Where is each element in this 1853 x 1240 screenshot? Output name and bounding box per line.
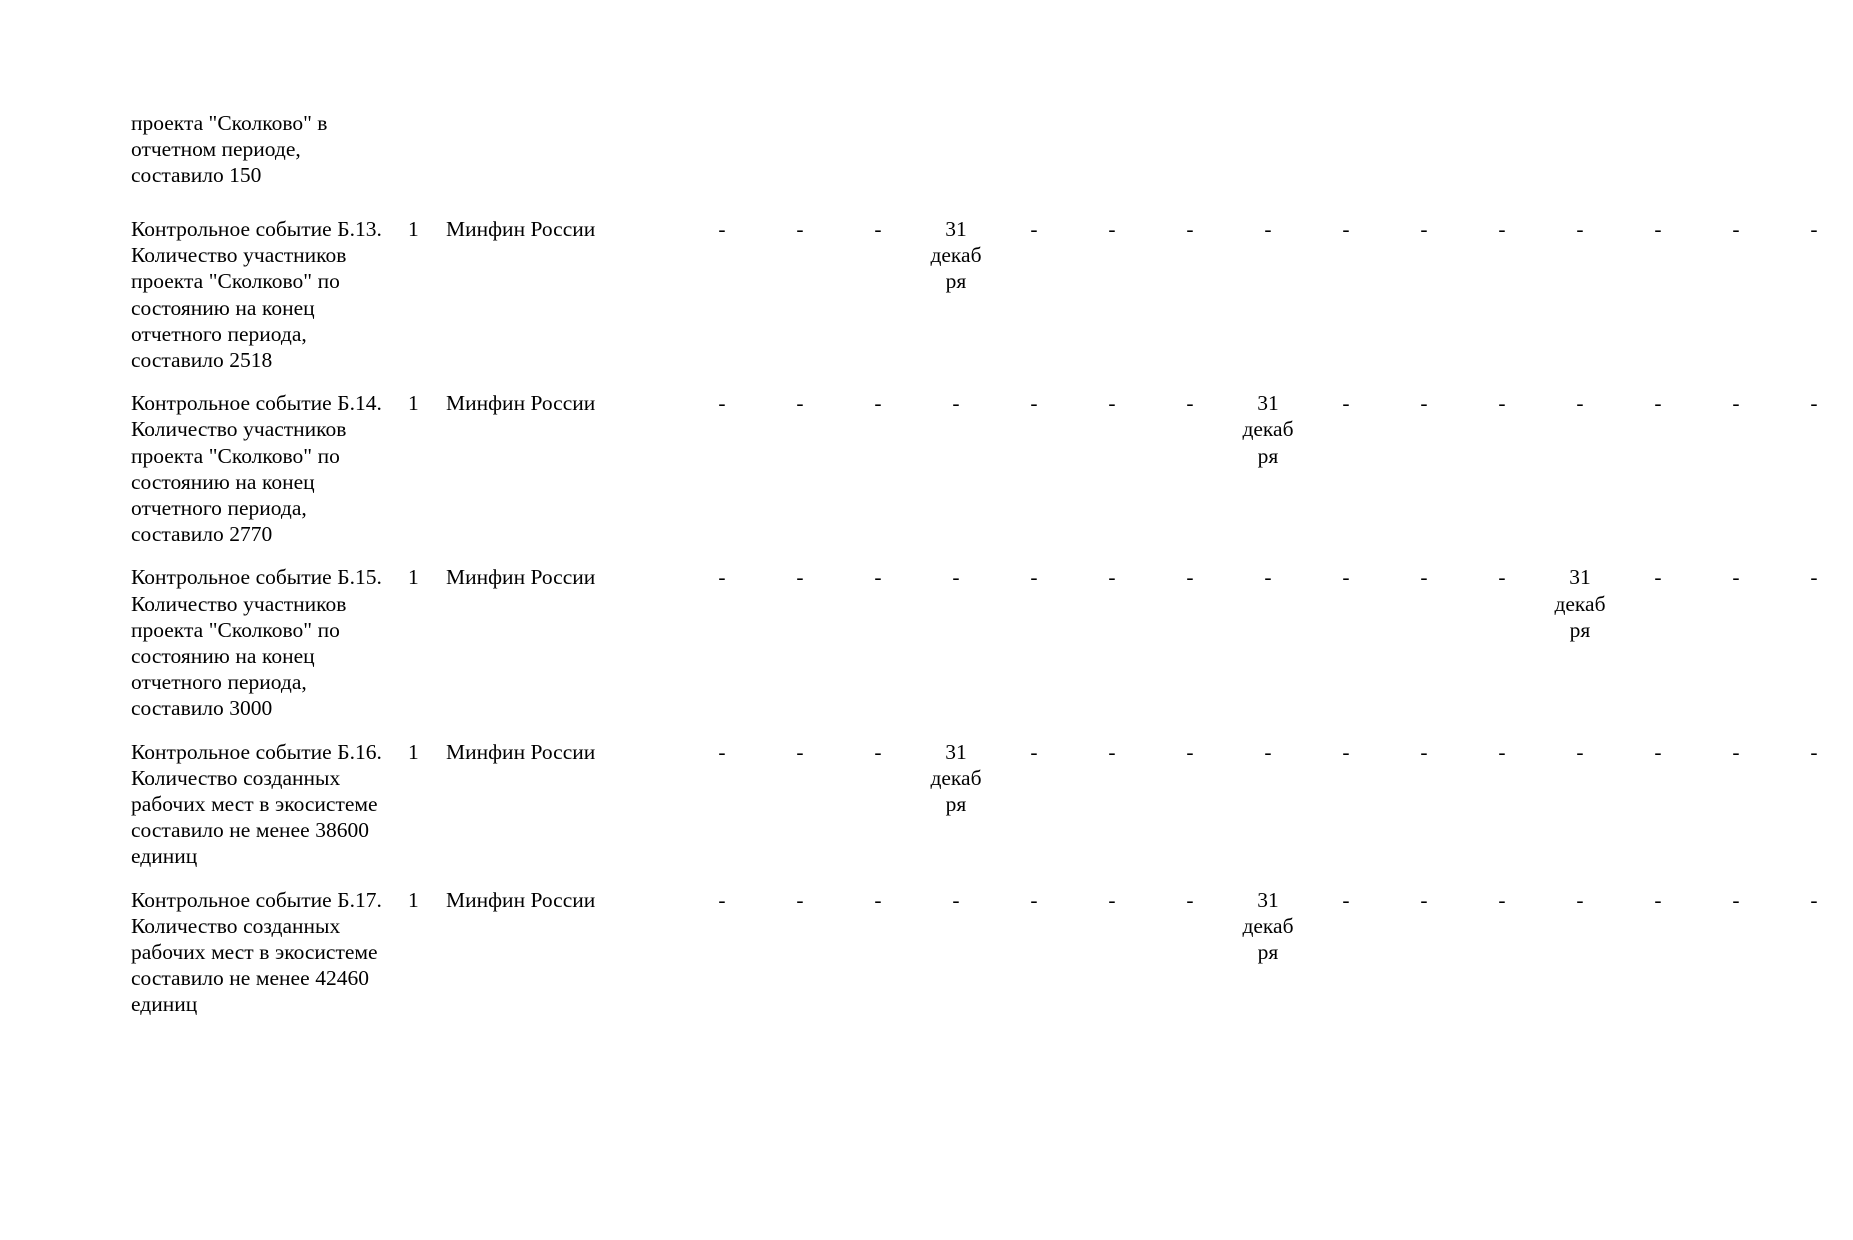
spacer-cell bbox=[131, 110, 1853, 216]
event-name-line: Количество участников bbox=[131, 417, 347, 442]
row-gap-cell bbox=[131, 722, 1853, 739]
row-gap bbox=[131, 722, 1853, 739]
dash-mark: - bbox=[1810, 565, 1818, 590]
empty-month-cell bbox=[995, 216, 1073, 373]
dash-mark: - bbox=[1420, 391, 1428, 416]
dash-mark: - bbox=[1810, 739, 1818, 764]
dash-mark: - bbox=[718, 217, 726, 241]
continuation-line: проекта "Сколково" в bbox=[131, 111, 328, 135]
row-gap-cell bbox=[131, 547, 1853, 564]
report-table bbox=[131, 110, 1853, 1018]
dash-mark: - bbox=[718, 391, 726, 416]
dash-mark: - bbox=[1342, 887, 1350, 912]
event-name-line: составило 2518 bbox=[131, 348, 273, 373]
date-month-part-2: ря bbox=[945, 269, 967, 294]
empty-month-cell bbox=[1541, 887, 1619, 1018]
event-name-line: Количество участников bbox=[131, 243, 347, 268]
empty-month-cell bbox=[1463, 390, 1541, 547]
dash-mark: - bbox=[1186, 391, 1194, 416]
dash-mark: - bbox=[952, 565, 960, 590]
table-row bbox=[131, 739, 1853, 870]
dash-mark: - bbox=[1654, 565, 1662, 590]
empty-month-cell bbox=[995, 564, 1073, 721]
empty-month-cell bbox=[761, 564, 839, 721]
dash-mark: - bbox=[1810, 887, 1818, 912]
event-name-line: отчетного периода, bbox=[131, 670, 307, 695]
organization-cell: Минфин России bbox=[446, 217, 596, 241]
empty-month-cell bbox=[1229, 739, 1307, 870]
row-gap bbox=[131, 547, 1853, 564]
dash-mark: - bbox=[1030, 217, 1038, 241]
dash-mark: - bbox=[1576, 217, 1584, 241]
organization-cell: Минфин России bbox=[446, 565, 596, 590]
dash-mark: - bbox=[796, 217, 804, 241]
dash-mark: - bbox=[1108, 887, 1116, 912]
dash-mark: - bbox=[1030, 391, 1038, 416]
dash-mark: - bbox=[874, 565, 882, 590]
empty-month-cell bbox=[917, 390, 995, 547]
dash-mark: - bbox=[874, 739, 882, 764]
date-day: 31 bbox=[1257, 887, 1279, 912]
empty-month-cell bbox=[839, 564, 917, 721]
dash-mark: - bbox=[1420, 739, 1428, 764]
date-value bbox=[1240, 390, 1296, 469]
dash-mark: - bbox=[1342, 217, 1350, 241]
row-gap-cell bbox=[131, 373, 1853, 390]
organization-cell: Минфин России bbox=[446, 391, 596, 416]
dash-mark: - bbox=[1264, 217, 1272, 241]
dash-mark: - bbox=[1186, 217, 1194, 241]
empty-month-cell bbox=[1385, 564, 1463, 721]
date-month-cell bbox=[917, 216, 995, 373]
empty-month-cell bbox=[1307, 564, 1385, 721]
dash-mark: - bbox=[1576, 739, 1584, 764]
empty-month-cell bbox=[761, 390, 839, 547]
empty-month-cell bbox=[1073, 564, 1151, 721]
dash-mark: - bbox=[952, 391, 960, 416]
empty-month-cell bbox=[1073, 739, 1151, 870]
dash-mark: - bbox=[1030, 565, 1038, 590]
table-row bbox=[131, 390, 1853, 547]
table-row bbox=[131, 564, 1853, 721]
empty-month-cell bbox=[1697, 390, 1775, 547]
empty-month-cell bbox=[761, 216, 839, 373]
empty-month-cell bbox=[1151, 887, 1229, 1018]
event-name-line: состоянию на конец bbox=[131, 295, 315, 320]
dash-mark: - bbox=[796, 391, 804, 416]
event-name-line: Контрольное событие Б.14. bbox=[131, 391, 382, 416]
empty-month-cell bbox=[1463, 564, 1541, 721]
empty-month-cell bbox=[839, 390, 917, 547]
empty-month-cell bbox=[1073, 887, 1151, 1018]
empty-month-cell bbox=[1385, 390, 1463, 547]
date-day: 31 bbox=[945, 739, 967, 764]
event-name-line: отчетного периода, bbox=[131, 321, 307, 346]
empty-month-cell bbox=[1307, 739, 1385, 870]
continuation-row-spacer bbox=[131, 110, 1853, 216]
dash-mark: - bbox=[1108, 565, 1116, 590]
date-month-cell bbox=[1229, 887, 1307, 1018]
event-name-line: составило не менее 42460 bbox=[131, 966, 369, 991]
date-month-part-1: декаб bbox=[1554, 591, 1606, 616]
dash-mark: - bbox=[796, 887, 804, 912]
dash-mark: - bbox=[1576, 391, 1584, 416]
table-row bbox=[131, 887, 1853, 1018]
date-month-part-2: ря bbox=[1569, 617, 1591, 642]
date-day: 31 bbox=[1257, 391, 1279, 416]
empty-month-cell bbox=[1697, 564, 1775, 721]
event-name-line: Количество участников bbox=[131, 591, 347, 616]
event-name-cell bbox=[131, 390, 403, 547]
empty-month-cell bbox=[1385, 739, 1463, 870]
dash-mark: - bbox=[1030, 739, 1038, 764]
empty-month-cell bbox=[1307, 887, 1385, 1018]
event-name-cell bbox=[131, 739, 403, 870]
event-name-line: Количество созданных bbox=[131, 913, 341, 938]
event-name-line: Контрольное событие Б.13. bbox=[131, 217, 382, 241]
dash-mark: - bbox=[1810, 391, 1818, 416]
event-name-line: единиц bbox=[131, 992, 198, 1017]
row-gap-cell bbox=[131, 870, 1853, 887]
dash-mark: - bbox=[1654, 739, 1662, 764]
event-name-line: составило не менее 38600 bbox=[131, 818, 369, 843]
empty-month-cell bbox=[995, 739, 1073, 870]
dash-mark: - bbox=[1186, 565, 1194, 590]
date-month-cell bbox=[1541, 564, 1619, 721]
count-cell: 1 bbox=[408, 887, 419, 912]
dash-mark: - bbox=[1732, 887, 1740, 912]
empty-month-cell bbox=[1775, 216, 1853, 373]
empty-month-cell bbox=[1307, 390, 1385, 547]
dash-mark: - bbox=[1498, 565, 1506, 590]
empty-month-cell bbox=[839, 739, 917, 870]
empty-month-cell bbox=[683, 216, 761, 373]
empty-month-cell bbox=[1775, 887, 1853, 1018]
event-name-line: рабочих мест в экосистеме bbox=[131, 792, 378, 817]
date-month-part-1: декаб bbox=[1242, 913, 1294, 938]
empty-month-cell bbox=[761, 887, 839, 1018]
dash-mark: - bbox=[718, 565, 726, 590]
empty-month-cell bbox=[1775, 390, 1853, 547]
table-row bbox=[131, 216, 1853, 373]
empty-month-cell bbox=[1151, 739, 1229, 870]
dash-mark: - bbox=[1108, 217, 1116, 241]
empty-month-cell bbox=[1541, 390, 1619, 547]
count-cell: 1 bbox=[408, 217, 419, 241]
event-name-line: Контрольное событие Б.15. bbox=[131, 565, 382, 590]
empty-month-cell bbox=[995, 887, 1073, 1018]
event-name-line: Контрольное событие Б.17. bbox=[131, 887, 382, 912]
date-month-part-1: декаб bbox=[930, 243, 982, 268]
dash-mark: - bbox=[874, 391, 882, 416]
empty-month-cell bbox=[1697, 216, 1775, 373]
event-name-cell bbox=[131, 887, 403, 1018]
empty-month-cell bbox=[839, 887, 917, 1018]
empty-month-cell bbox=[1151, 390, 1229, 547]
empty-month-cell bbox=[917, 887, 995, 1018]
dash-mark: - bbox=[1498, 391, 1506, 416]
event-name-line: состоянию на конец bbox=[131, 644, 315, 669]
dash-mark: - bbox=[874, 887, 882, 912]
empty-month-cell bbox=[1697, 739, 1775, 870]
dash-mark: - bbox=[718, 739, 726, 764]
empty-month-cell bbox=[839, 216, 917, 373]
count-cell: 1 bbox=[408, 565, 419, 590]
organization-cell: Минфин России bbox=[446, 739, 596, 764]
dash-mark: - bbox=[1654, 887, 1662, 912]
empty-month-cell bbox=[1775, 739, 1853, 870]
empty-month-cell bbox=[1775, 564, 1853, 721]
dash-mark: - bbox=[1732, 565, 1740, 590]
empty-month-cell bbox=[761, 739, 839, 870]
continuation-line: отчетном периоде, bbox=[131, 137, 301, 162]
date-value bbox=[928, 739, 984, 818]
event-name-line: проекта "Сколково" по bbox=[131, 269, 340, 294]
date-month-cell bbox=[1229, 390, 1307, 547]
date-month-part-1: декаб bbox=[930, 765, 982, 790]
empty-month-cell bbox=[1619, 216, 1697, 373]
empty-month-cell bbox=[1697, 887, 1775, 1018]
event-name-line: Контрольное событие Б.16. bbox=[131, 739, 382, 764]
date-value bbox=[928, 216, 984, 295]
dash-mark: - bbox=[1420, 565, 1428, 590]
event-name-line: рабочих мест в экосистеме bbox=[131, 940, 378, 965]
dash-mark: - bbox=[1420, 217, 1428, 241]
date-value bbox=[1240, 887, 1296, 966]
event-name-line: состоянию на конец bbox=[131, 469, 315, 494]
empty-month-cell bbox=[1307, 216, 1385, 373]
dash-mark: - bbox=[1264, 739, 1272, 764]
row-gap bbox=[131, 870, 1853, 887]
empty-month-cell bbox=[1463, 739, 1541, 870]
empty-month-cell bbox=[1151, 564, 1229, 721]
row-gap bbox=[131, 373, 1853, 390]
empty-month-cell bbox=[683, 390, 761, 547]
dash-mark: - bbox=[1498, 887, 1506, 912]
empty-month-cell bbox=[1619, 739, 1697, 870]
dash-mark: - bbox=[1108, 739, 1116, 764]
organization-cell: Минфин России bbox=[446, 887, 596, 912]
empty-month-cell bbox=[995, 390, 1073, 547]
date-month-part-2: ря bbox=[1257, 443, 1279, 468]
dash-mark: - bbox=[1108, 391, 1116, 416]
dash-mark: - bbox=[1576, 887, 1584, 912]
date-month-cell bbox=[917, 739, 995, 870]
dash-mark: - bbox=[718, 887, 726, 912]
dash-mark: - bbox=[1732, 391, 1740, 416]
dash-mark: - bbox=[1342, 565, 1350, 590]
count-cell: 1 bbox=[408, 739, 419, 764]
dash-mark: - bbox=[1420, 887, 1428, 912]
dash-mark: - bbox=[952, 887, 960, 912]
empty-month-cell bbox=[1151, 216, 1229, 373]
event-name-line: единиц bbox=[131, 844, 198, 869]
dash-mark: - bbox=[796, 565, 804, 590]
dash-mark: - bbox=[1732, 739, 1740, 764]
dash-mark: - bbox=[1654, 217, 1662, 241]
empty-month-cell bbox=[1463, 216, 1541, 373]
dash-mark: - bbox=[1030, 887, 1038, 912]
date-value bbox=[1552, 564, 1608, 643]
event-name-line: составило 2770 bbox=[131, 522, 273, 547]
date-month-part-2: ря bbox=[945, 792, 967, 817]
dash-mark: - bbox=[1264, 565, 1272, 590]
event-name-line: Количество созданных bbox=[131, 765, 341, 790]
empty-month-cell bbox=[683, 739, 761, 870]
dash-mark: - bbox=[1498, 739, 1506, 764]
dash-mark: - bbox=[796, 739, 804, 764]
empty-month-cell bbox=[1619, 887, 1697, 1018]
dash-mark: - bbox=[1186, 887, 1194, 912]
empty-month-cell bbox=[1619, 564, 1697, 721]
date-day: 31 bbox=[945, 217, 967, 241]
event-name-cell bbox=[131, 564, 403, 721]
dash-mark: - bbox=[874, 217, 882, 241]
empty-month-cell bbox=[1073, 216, 1151, 373]
empty-month-cell bbox=[1385, 887, 1463, 1018]
event-name-cell bbox=[131, 216, 403, 373]
dash-mark: - bbox=[1498, 217, 1506, 241]
event-name-line: проекта "Сколково" по bbox=[131, 443, 340, 468]
date-month-part-2: ря bbox=[1257, 940, 1279, 965]
date-day: 31 bbox=[1569, 565, 1591, 590]
dash-mark: - bbox=[1732, 217, 1740, 241]
empty-month-cell bbox=[1229, 564, 1307, 721]
empty-month-cell bbox=[1619, 390, 1697, 547]
empty-month-cell bbox=[1463, 887, 1541, 1018]
date-month-part-1: декаб bbox=[1242, 417, 1294, 442]
empty-month-cell bbox=[1541, 739, 1619, 870]
dash-mark: - bbox=[1342, 391, 1350, 416]
empty-month-cell bbox=[917, 564, 995, 721]
continuation-line: составило 150 bbox=[131, 163, 262, 188]
empty-month-cell bbox=[1073, 390, 1151, 547]
empty-month-cell bbox=[1385, 216, 1463, 373]
dash-mark: - bbox=[1810, 217, 1818, 241]
empty-month-cell bbox=[683, 564, 761, 721]
event-name-line: составило 3000 bbox=[131, 696, 273, 721]
event-name-line: проекта "Сколково" по bbox=[131, 617, 340, 642]
empty-month-cell bbox=[683, 887, 761, 1018]
empty-month-cell bbox=[1541, 216, 1619, 373]
event-name-line: отчетного периода, bbox=[131, 496, 307, 521]
count-cell: 1 bbox=[408, 391, 419, 416]
dash-mark: - bbox=[1342, 739, 1350, 764]
dash-mark: - bbox=[1186, 739, 1194, 764]
dash-mark: - bbox=[1654, 391, 1662, 416]
empty-month-cell bbox=[1229, 216, 1307, 373]
